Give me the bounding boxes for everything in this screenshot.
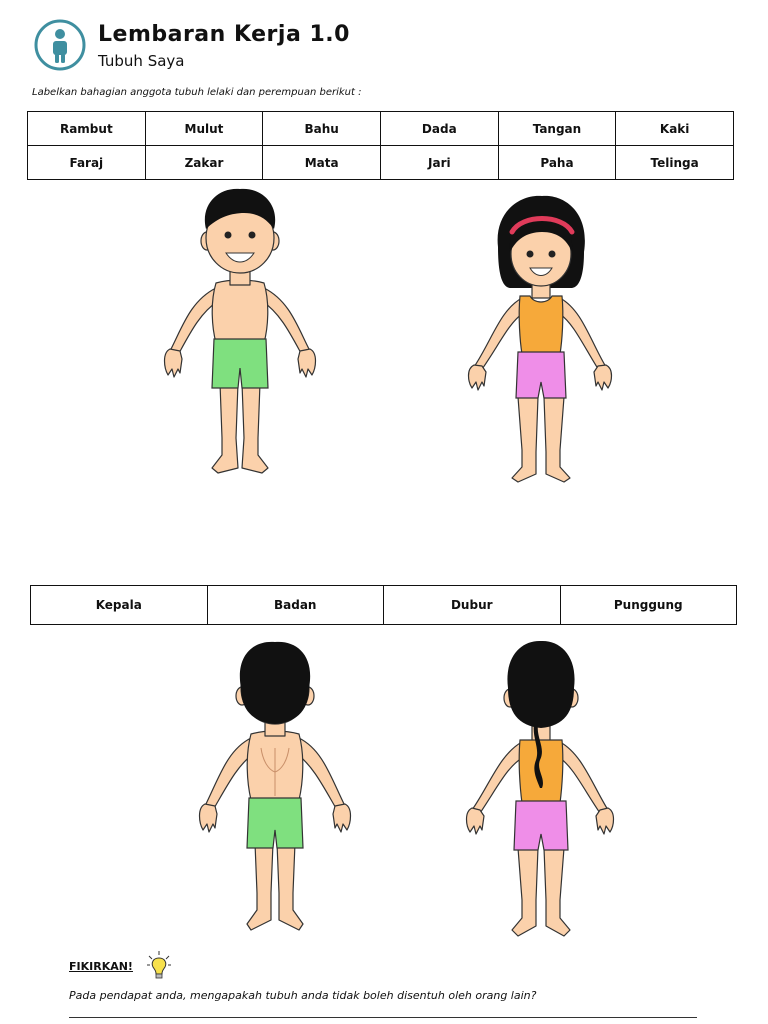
girl-front-illustration <box>460 192 620 492</box>
page-title: Lembaran Kerja 1.0 <box>98 22 350 47</box>
word-cell: Rambut <box>28 112 146 146</box>
lightbulb-icon <box>146 950 172 980</box>
question-text: Pada pendapat anda, mengapakah tubuh anda tidak boleh disentuh oleh orang lain? <box>69 989 537 1002</box>
table-row <box>31 586 737 625</box>
page-subtitle: Tubuh Saya <box>98 52 185 70</box>
girl-back-illustration <box>460 638 620 943</box>
child-person-icon <box>34 19 86 71</box>
word-cell: Kaki <box>616 112 734 146</box>
table-row <box>28 112 734 146</box>
word-cell: Zakar <box>145 146 263 180</box>
word-cell: Punggung <box>560 586 737 625</box>
instruction-text: Labelkan bahagian anggota tubuh lelaki dan perempuan berikut : <box>32 87 362 98</box>
word-cell: Faraj <box>28 146 146 180</box>
word-cell: Bahu <box>263 112 381 146</box>
boy-back-illustration <box>195 638 355 938</box>
answer-line[interactable] <box>69 1017 697 1018</box>
word-cell: Badan <box>207 586 384 625</box>
word-cell: Jari <box>380 146 498 180</box>
think-label: FIKIRKAN! <box>69 960 133 973</box>
table-row <box>28 146 734 180</box>
word-table-back <box>30 585 737 625</box>
word-cell: Telinga <box>616 146 734 180</box>
word-cell: Mulut <box>145 112 263 146</box>
word-cell: Dubur <box>384 586 561 625</box>
word-cell: Paha <box>498 146 616 180</box>
word-table-front <box>27 111 734 180</box>
word-cell: Kepala <box>31 586 208 625</box>
word-cell: Mata <box>263 146 381 180</box>
word-cell: Tangan <box>498 112 616 146</box>
word-cell: Dada <box>380 112 498 146</box>
boy-front-illustration <box>160 183 320 483</box>
